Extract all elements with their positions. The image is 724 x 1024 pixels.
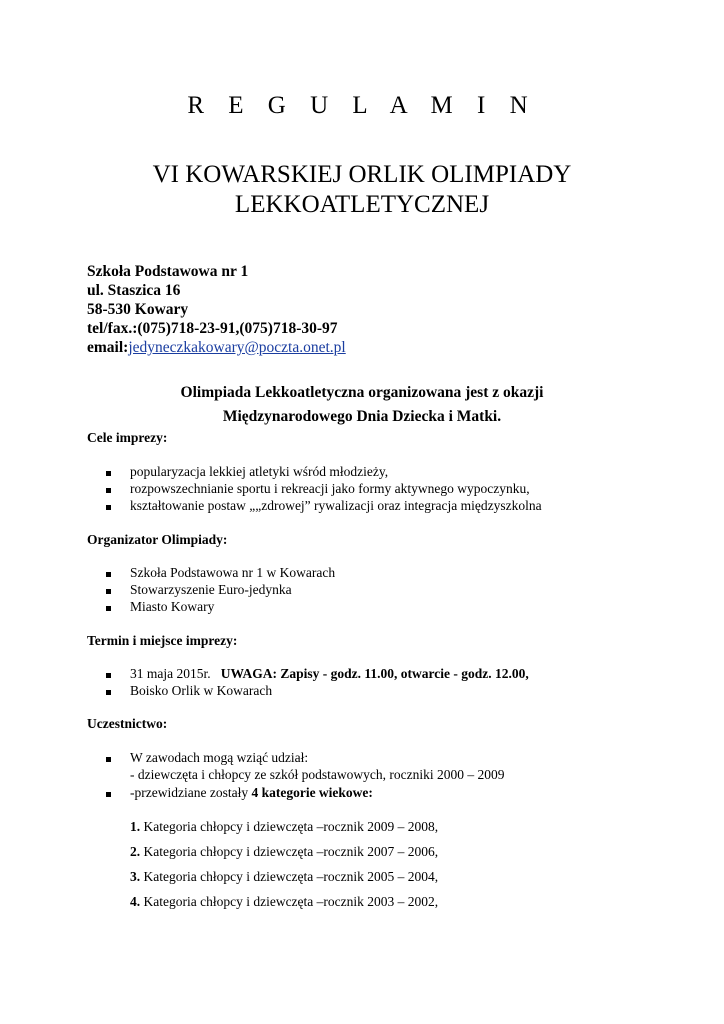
email-link[interactable]: jedyneczkakowary@poczta.onet.pl (128, 339, 346, 356)
address-street: ul. Staszica 16 (87, 282, 181, 299)
bullet-icon (106, 589, 111, 594)
bullet-icon (106, 505, 111, 510)
schedule-date: 31 maja 2015r. (130, 666, 211, 681)
document-title: R E G U L A M I N (187, 92, 537, 119)
organizer-heading: Organizator Olimpiady: (87, 532, 228, 547)
address-phone: tel/fax.:(075)718-23-91,(075)718-30-97 (87, 320, 338, 337)
schedule-heading: Termin i miejsce imprezy: (87, 633, 238, 648)
bullet-icon (106, 606, 111, 611)
category-item: 3. Kategoria chłopcy i dziewczęta –rocznik 2005 – 2004, (130, 869, 439, 884)
address-email-line (87, 338, 346, 357)
category-item: 1. Kategoria chłopcy i dziewczęta –rocznik 2009 – 2008, (130, 819, 439, 834)
bullet-icon (106, 757, 111, 762)
participation-heading: Uczestnictwo: (87, 716, 168, 731)
bullet-icon (106, 471, 111, 476)
bullet-icon (106, 488, 111, 493)
bullet-icon (106, 572, 111, 577)
address-school: Szkoła Podstawowa nr 1 (87, 263, 249, 280)
email-label: email: (87, 339, 129, 356)
schedule-note: UWAGA: Zapisy - godz. 11.00, otwarcie - godz. 12.00, (220, 666, 529, 681)
intro-line1: Olimpiada Lekkoatletyczna organizowana jest z okazji (180, 384, 544, 401)
participation-subitem: - dziewczęta i chłopcy ze szkół podstawowych, roczniki 2000 – 2009 (130, 767, 505, 782)
document-subtitle-line2: LEKKOATLETYCZNEJ (234, 191, 490, 218)
category-item: 2. Kategoria chłopcy i dziewczęta –rocznik 2007 – 2006, (130, 844, 439, 859)
goals-heading: Cele imprezy: (87, 430, 168, 445)
bullet-icon (106, 690, 111, 695)
category-item: 4. Kategoria chłopcy i dziewczęta –rocznik 2003 – 2002, (130, 894, 439, 909)
intro-line2: Międzynarodowego Dnia Dziecka i Matki. (222, 408, 502, 425)
bullet-icon (106, 673, 111, 678)
bullet-icon (106, 792, 111, 797)
address-city: 58-530 Kowary (87, 301, 189, 318)
document-subtitle-line1: VI KOWARSKIEJ ORLIK OLIMPIADY (152, 161, 572, 188)
